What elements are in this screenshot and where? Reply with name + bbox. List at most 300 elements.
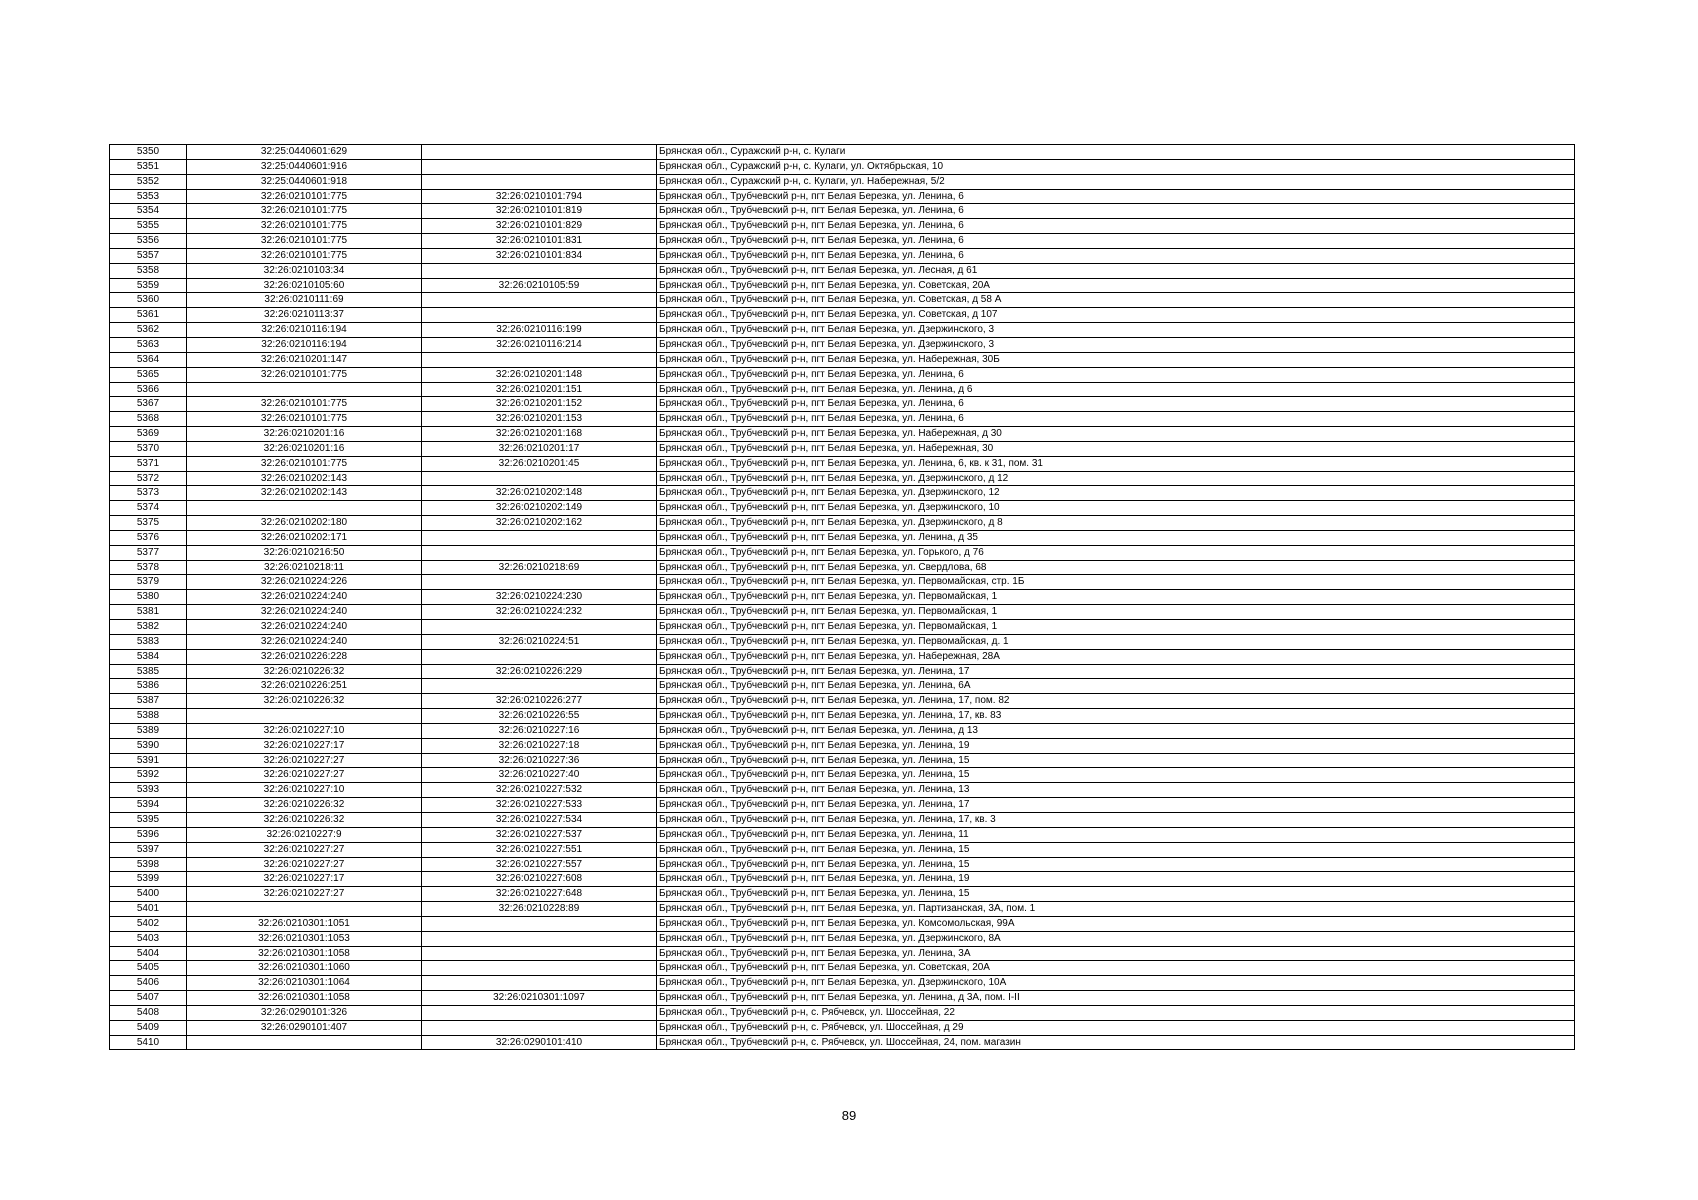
table-row <box>110 516 1575 531</box>
table-row <box>110 397 1575 412</box>
address-cell: Брянская обл., Трубчевский р-н, пгт Белая Березка, ул. Дзержинского, 3 <box>657 323 1575 338</box>
cadastral-number-cell: 32:25:0440601:918 <box>187 174 422 189</box>
cadastral-number-cell: 32:26:0210202:143 <box>187 471 422 486</box>
table-row <box>110 679 1575 694</box>
related-cadastral-number-cell: 32:26:0210227:36 <box>422 753 657 768</box>
table-row <box>110 352 1575 367</box>
table-row <box>110 887 1575 902</box>
row-number-cell: 5353 <box>110 189 187 204</box>
related-cadastral-number-cell: 32:26:0210201:153 <box>422 412 657 427</box>
table-row <box>110 530 1575 545</box>
address-cell: Брянская обл., Трубчевский р-н, пгт Белая Березка, ул. Первомайская, 1 <box>657 605 1575 620</box>
table-row <box>110 738 1575 753</box>
related-cadastral-number-cell: 32:26:0210227:16 <box>422 723 657 738</box>
row-number-cell: 5401 <box>110 902 187 917</box>
cadastral-number-cell: 32:26:0210201:147 <box>187 352 422 367</box>
cadastral-number-cell: 32:26:0210101:775 <box>187 367 422 382</box>
cadastral-number-cell: 32:26:0210226:32 <box>187 694 422 709</box>
table-row <box>110 337 1575 352</box>
address-cell: Брянская обл., Трубчевский р-н, пгт Белая Березка, ул. Ленина, 6А <box>657 679 1575 694</box>
related-cadastral-number-cell <box>422 1020 657 1035</box>
cadastral-number-cell: 32:26:0210216:50 <box>187 545 422 560</box>
address-cell: Брянская обл., Трубчевский р-н, пгт Белая Березка, ул. Ленина, 19 <box>657 738 1575 753</box>
table-row <box>110 976 1575 991</box>
related-cadastral-number-cell: 32:26:0210227:648 <box>422 887 657 902</box>
related-cadastral-number-cell <box>422 620 657 635</box>
related-cadastral-number-cell: 32:26:0210227:534 <box>422 812 657 827</box>
address-cell: Брянская обл., Трубчевский р-н, пгт Белая Березка, ул. Дзержинского, д 8 <box>657 516 1575 531</box>
row-number-cell: 5362 <box>110 323 187 338</box>
cadastral-number-cell: 32:26:0210227:10 <box>187 783 422 798</box>
related-cadastral-number-cell <box>422 352 657 367</box>
related-cadastral-number-cell: 32:26:0210202:162 <box>422 516 657 531</box>
row-number-cell: 5387 <box>110 694 187 709</box>
address-cell: Брянская обл., Трубчевский р-н, пгт Белая Березка, ул. Дзержинского, 10А <box>657 976 1575 991</box>
table-row <box>110 382 1575 397</box>
table-row <box>110 827 1575 842</box>
row-number-cell: 5398 <box>110 857 187 872</box>
related-cadastral-number-cell: 32:26:0210227:533 <box>422 798 657 813</box>
row-number-cell: 5371 <box>110 456 187 471</box>
cadastral-number-cell: 32:26:0210113:37 <box>187 308 422 323</box>
table-row <box>110 323 1575 338</box>
related-cadastral-number-cell: 32:26:0210218:69 <box>422 560 657 575</box>
cadastral-number-cell: 32:25:0440601:916 <box>187 159 422 174</box>
cadastral-number-cell: 32:26:0210101:775 <box>187 397 422 412</box>
row-number-cell: 5354 <box>110 204 187 219</box>
row-number-cell: 5394 <box>110 798 187 813</box>
address-cell: Брянская обл., Трубчевский р-н, пгт Белая Березка, ул. Дзержинского, 10 <box>657 501 1575 516</box>
cadastral-number-cell: 32:26:0210201:16 <box>187 427 422 442</box>
related-cadastral-number-cell: 32:26:0210201:168 <box>422 427 657 442</box>
table-row <box>110 649 1575 664</box>
related-cadastral-number-cell: 32:26:0210224:232 <box>422 605 657 620</box>
row-number-cell: 5383 <box>110 634 187 649</box>
address-cell: Брянская обл., Трубчевский р-н, пгт Белая Березка, ул. Дзержинского, д 12 <box>657 471 1575 486</box>
address-cell: Брянская обл., Трубчевский р-н, пгт Белая Березка, ул. Советская, 20А <box>657 278 1575 293</box>
address-cell: Брянская обл., Трубчевский р-н, пгт Белая Березка, ул. Ленина, д 6 <box>657 382 1575 397</box>
address-cell: Брянская обл., Трубчевский р-н, пгт Белая Березка, ул. Ленина, 15 <box>657 842 1575 857</box>
row-number-cell: 5400 <box>110 887 187 902</box>
address-cell: Брянская обл., Трубчевский р-н, пгт Белая Березка, ул. Ленина, 6 <box>657 367 1575 382</box>
address-cell: Брянская обл., Трубчевский р-н, пгт Белая Березка, ул. Лесная, д 61 <box>657 263 1575 278</box>
address-cell: Брянская обл., Трубчевский р-н, пгт Белая Березка, ул. Советская, д 107 <box>657 308 1575 323</box>
address-cell: Брянская обл., Трубчевский р-н, пгт Белая Березка, ул. Дзержинского, 12 <box>657 486 1575 501</box>
address-cell: Брянская обл., Трубчевский р-н, пгт Белая Березка, ул. Партизанская, 3А, пом. 1 <box>657 902 1575 917</box>
table-row <box>110 248 1575 263</box>
cadastral-number-cell: 32:26:0210224:240 <box>187 620 422 635</box>
related-cadastral-number-cell: 32:26:0210202:148 <box>422 486 657 501</box>
cadastral-number-cell: 32:26:0210227:9 <box>187 827 422 842</box>
table-row <box>110 1005 1575 1020</box>
table-row <box>110 664 1575 679</box>
related-cadastral-number-cell <box>422 961 657 976</box>
row-number-cell: 5368 <box>110 412 187 427</box>
related-cadastral-number-cell: 32:26:0210101:831 <box>422 234 657 249</box>
row-number-cell: 5378 <box>110 560 187 575</box>
table-row <box>110 916 1575 931</box>
table-row <box>110 723 1575 738</box>
address-cell: Брянская обл., Трубчевский р-н, пгт Белая Березка, ул. Первомайская, стр. 1Б <box>657 575 1575 590</box>
cadastral-number-cell: 32:26:0210101:775 <box>187 189 422 204</box>
table-row <box>110 234 1575 249</box>
table-row <box>110 456 1575 471</box>
row-number-cell: 5392 <box>110 768 187 783</box>
table-row <box>110 605 1575 620</box>
address-cell: Брянская обл., Суражский р-н, с. Кулаги, ул. Октябрьская, 10 <box>657 159 1575 174</box>
cadastral-number-cell: 32:26:0210111:69 <box>187 293 422 308</box>
row-number-cell: 5360 <box>110 293 187 308</box>
cadastral-number-cell: 32:26:0210101:775 <box>187 412 422 427</box>
row-number-cell: 5402 <box>110 916 187 931</box>
cadastral-number-cell: 32:26:0210201:16 <box>187 441 422 456</box>
related-cadastral-number-cell: 32:26:0290101:410 <box>422 1035 657 1050</box>
cadastral-number-cell: 32:26:0210301:1058 <box>187 991 422 1006</box>
related-cadastral-number-cell: 32:26:0210101:829 <box>422 219 657 234</box>
cadastral-number-cell: 32:26:0210227:27 <box>187 842 422 857</box>
address-cell: Брянская обл., Трубчевский р-н, пгт Белая Березка, ул. Ленина, 15 <box>657 753 1575 768</box>
row-number-cell: 5388 <box>110 709 187 724</box>
cadastral-number-cell: 32:26:0210227:27 <box>187 887 422 902</box>
row-number-cell: 5374 <box>110 501 187 516</box>
cadastral-number-cell: 32:26:0210227:27 <box>187 768 422 783</box>
table-row <box>110 501 1575 516</box>
table-row <box>110 545 1575 560</box>
cadastral-number-cell: 32:26:0210226:228 <box>187 649 422 664</box>
table-row <box>110 857 1575 872</box>
related-cadastral-number-cell: 32:26:0210202:149 <box>422 501 657 516</box>
related-cadastral-number-cell: 32:26:0210227:18 <box>422 738 657 753</box>
table-row <box>110 620 1575 635</box>
address-cell: Брянская обл., Трубчевский р-н, пгт Белая Березка, ул. Ленина, д 3А, пом. I-II <box>657 991 1575 1006</box>
address-cell: Брянская обл., Трубчевский р-н, пгт Белая Березка, ул. Горького, д 76 <box>657 545 1575 560</box>
table-row <box>110 204 1575 219</box>
registry-table <box>109 144 1575 1050</box>
address-cell: Брянская обл., Трубчевский р-н, пгт Белая Березка, ул. Ленина, 15 <box>657 887 1575 902</box>
table-row <box>110 159 1575 174</box>
related-cadastral-number-cell: 32:26:0210116:199 <box>422 323 657 338</box>
table-row <box>110 768 1575 783</box>
table-row <box>110 293 1575 308</box>
cadastral-number-cell: 32:26:0210103:34 <box>187 263 422 278</box>
related-cadastral-number-cell: 32:26:0210201:17 <box>422 441 657 456</box>
related-cadastral-number-cell <box>422 545 657 560</box>
table-row <box>110 412 1575 427</box>
cadastral-number-cell: 32:26:0210301:1060 <box>187 961 422 976</box>
row-number-cell: 5395 <box>110 812 187 827</box>
cadastral-number-cell: 32:26:0210116:194 <box>187 337 422 352</box>
row-number-cell: 5379 <box>110 575 187 590</box>
row-number-cell: 5377 <box>110 545 187 560</box>
address-cell: Брянская обл., Трубчевский р-н, пгт Белая Березка, ул. Ленина, 17 <box>657 798 1575 813</box>
address-cell: Брянская обл., Трубчевский р-н, пгт Белая Березка, ул. Ленина, 6 <box>657 204 1575 219</box>
related-cadastral-number-cell <box>422 649 657 664</box>
row-number-cell: 5357 <box>110 248 187 263</box>
address-cell: Брянская обл., Трубчевский р-н, пгт Белая Березка, ул. Ленина, 6 <box>657 189 1575 204</box>
table-row <box>110 308 1575 323</box>
cadastral-number-cell: 32:26:0210224:240 <box>187 605 422 620</box>
address-cell: Брянская обл., Трубчевский р-н, пгт Белая Березка, ул. Ленина, 6 <box>657 397 1575 412</box>
row-number-cell: 5406 <box>110 976 187 991</box>
address-cell: Брянская обл., Трубчевский р-н, пгт Белая Березка, ул. Ленина, 6, кв. к 31, пом. 31 <box>657 456 1575 471</box>
row-number-cell: 5409 <box>110 1020 187 1035</box>
row-number-cell: 5366 <box>110 382 187 397</box>
table-row <box>110 783 1575 798</box>
address-cell: Брянская обл., Трубчевский р-н, пгт Белая Березка, ул. Ленина, 17 <box>657 664 1575 679</box>
cadastral-number-cell: 32:26:0290101:407 <box>187 1020 422 1035</box>
table-row <box>110 694 1575 709</box>
cadastral-number-cell: 32:26:0210105:60 <box>187 278 422 293</box>
table-row <box>110 560 1575 575</box>
row-number-cell: 5389 <box>110 723 187 738</box>
related-cadastral-number-cell <box>422 530 657 545</box>
address-cell: Брянская обл., Трубчевский р-н, пгт Белая Березка, ул. Ленина, 3А <box>657 946 1575 961</box>
row-number-cell: 5364 <box>110 352 187 367</box>
related-cadastral-number-cell: 32:26:0210227:537 <box>422 827 657 842</box>
cadastral-number-cell: 32:26:0210101:775 <box>187 204 422 219</box>
table-row <box>110 189 1575 204</box>
row-number-cell: 5393 <box>110 783 187 798</box>
row-number-cell: 5352 <box>110 174 187 189</box>
cadastral-number-cell: 32:26:0210227:17 <box>187 738 422 753</box>
cadastral-number-cell: 32:26:0210218:11 <box>187 560 422 575</box>
table-row <box>110 471 1575 486</box>
address-cell: Брянская обл., Трубчевский р-н, пгт Белая Березка, ул. Ленина, 11 <box>657 827 1575 842</box>
cadastral-number-cell: 32:26:0210227:10 <box>187 723 422 738</box>
table-row <box>110 1035 1575 1050</box>
related-cadastral-number-cell: 32:26:0210105:59 <box>422 278 657 293</box>
cadastral-number-cell: 32:26:0210301:1053 <box>187 931 422 946</box>
table-row <box>110 753 1575 768</box>
related-cadastral-number-cell: 32:26:0210101:794 <box>422 189 657 204</box>
cadastral-number-cell: 32:26:0210101:775 <box>187 219 422 234</box>
row-number-cell: 5399 <box>110 872 187 887</box>
related-cadastral-number-cell: 32:26:0210226:277 <box>422 694 657 709</box>
table-row <box>110 931 1575 946</box>
row-number-cell: 5350 <box>110 145 187 160</box>
cadastral-number-cell: 32:26:0210301:1064 <box>187 976 422 991</box>
cadastral-number-cell: 32:26:0210101:775 <box>187 456 422 471</box>
registry-table-body <box>110 145 1575 1050</box>
row-number-cell: 5397 <box>110 842 187 857</box>
address-cell: Брянская обл., Трубчевский р-н, с. Рябчевск, ул. Шоссейная, д 29 <box>657 1020 1575 1035</box>
address-cell: Брянская обл., Трубчевский р-н, пгт Белая Березка, ул. Советская, д 58 А <box>657 293 1575 308</box>
related-cadastral-number-cell: 32:26:0210101:834 <box>422 248 657 263</box>
cadastral-number-cell <box>187 382 422 397</box>
row-number-cell: 5407 <box>110 991 187 1006</box>
related-cadastral-number-cell <box>422 916 657 931</box>
related-cadastral-number-cell <box>422 145 657 160</box>
address-cell: Брянская обл., Трубчевский р-н, с. Рябчевск, ул. Шоссейная, 24, пом. магазин <box>657 1035 1575 1050</box>
address-cell: Брянская обл., Трубчевский р-н, пгт Белая Березка, ул. Ленина, д 35 <box>657 530 1575 545</box>
related-cadastral-number-cell: 32:26:0210201:45 <box>422 456 657 471</box>
cadastral-number-cell: 32:26:0210226:32 <box>187 812 422 827</box>
cadastral-number-cell: 32:26:0290101:326 <box>187 1005 422 1020</box>
cadastral-number-cell: 32:26:0210202:143 <box>187 486 422 501</box>
page-number: 89 <box>841 1108 857 1123</box>
row-number-cell: 5390 <box>110 738 187 753</box>
related-cadastral-number-cell <box>422 1005 657 1020</box>
related-cadastral-number-cell <box>422 471 657 486</box>
cadastral-number-cell: 32:26:0210301:1051 <box>187 916 422 931</box>
row-number-cell: 5396 <box>110 827 187 842</box>
row-number-cell: 5355 <box>110 219 187 234</box>
table-row <box>110 367 1575 382</box>
related-cadastral-number-cell: 32:26:0210228:89 <box>422 902 657 917</box>
table-row <box>110 486 1575 501</box>
row-number-cell: 5380 <box>110 590 187 605</box>
related-cadastral-number-cell <box>422 946 657 961</box>
row-number-cell: 5363 <box>110 337 187 352</box>
table-row <box>110 427 1575 442</box>
address-cell: Брянская обл., Трубчевский р-н, пгт Белая Березка, ул. Ленина, 15 <box>657 768 1575 783</box>
row-number-cell: 5369 <box>110 427 187 442</box>
table-row <box>110 263 1575 278</box>
cadastral-number-cell: 32:26:0210227:27 <box>187 753 422 768</box>
address-cell: Брянская обл., Трубчевский р-н, пгт Белая Березка, ул. Дзержинского, 8А <box>657 931 1575 946</box>
table-row <box>110 991 1575 1006</box>
related-cadastral-number-cell: 32:26:0210101:819 <box>422 204 657 219</box>
address-cell: Брянская обл., Трубчевский р-н, пгт Белая Березка, ул. Первомайская, 1 <box>657 620 1575 635</box>
address-cell: Брянская обл., Трубчевский р-н, пгт Белая Березка, ул. Набережная, 30Б <box>657 352 1575 367</box>
address-cell: Брянская обл., Трубчевский р-н, пгт Белая Березка, ул. Ленина, 6 <box>657 248 1575 263</box>
table-row <box>110 872 1575 887</box>
cadastral-number-cell: 32:26:0210227:17 <box>187 872 422 887</box>
address-cell: Брянская обл., Трубчевский р-н, пгт Белая Березка, ул. Первомайская, 1 <box>657 590 1575 605</box>
address-cell: Брянская обл., Трубчевский р-н, пгт Белая Березка, ул. Набережная, д 30 <box>657 427 1575 442</box>
cadastral-number-cell: 32:26:0210101:775 <box>187 234 422 249</box>
related-cadastral-number-cell: 32:26:0210227:532 <box>422 783 657 798</box>
row-number-cell: 5361 <box>110 308 187 323</box>
related-cadastral-number-cell <box>422 575 657 590</box>
cadastral-number-cell: 32:26:0210224:240 <box>187 590 422 605</box>
table-row <box>110 812 1575 827</box>
related-cadastral-number-cell: 32:26:0210227:608 <box>422 872 657 887</box>
cadastral-number-cell: 32:25:0440601:629 <box>187 145 422 160</box>
related-cadastral-number-cell <box>422 263 657 278</box>
cadastral-number-cell: 32:26:0210202:171 <box>187 530 422 545</box>
row-number-cell: 5384 <box>110 649 187 664</box>
table-row <box>110 902 1575 917</box>
row-number-cell: 5365 <box>110 367 187 382</box>
related-cadastral-number-cell <box>422 308 657 323</box>
address-cell: Брянская обл., Трубчевский р-н, пгт Белая Березка, ул. Свердлова, 68 <box>657 560 1575 575</box>
related-cadastral-number-cell: 32:26:0210227:557 <box>422 857 657 872</box>
row-number-cell: 5358 <box>110 263 187 278</box>
related-cadastral-number-cell: 32:26:0210227:40 <box>422 768 657 783</box>
address-cell: Брянская обл., Трубчевский р-н, пгт Белая Березка, ул. Ленина, 6 <box>657 412 1575 427</box>
table-row <box>110 278 1575 293</box>
row-number-cell: 5410 <box>110 1035 187 1050</box>
address-cell: Брянская обл., Трубчевский р-н, пгт Белая Березка, ул. Ленина, 6 <box>657 234 1575 249</box>
row-number-cell: 5385 <box>110 664 187 679</box>
table-row <box>110 219 1575 234</box>
address-cell: Брянская обл., Трубчевский р-н, пгт Белая Березка, ул. Комсомольская, 99А <box>657 916 1575 931</box>
cadastral-number-cell: 32:26:0210116:194 <box>187 323 422 338</box>
cadastral-number-cell <box>187 902 422 917</box>
table-row <box>110 946 1575 961</box>
address-cell: Брянская обл., Трубчевский р-н, пгт Белая Березка, ул. Ленина, 17, кв. 3 <box>657 812 1575 827</box>
address-cell: Брянская обл., Трубчевский р-н, пгт Белая Березка, ул. Ленина, 6 <box>657 219 1575 234</box>
row-number-cell: 5376 <box>110 530 187 545</box>
address-cell: Брянская обл., Трубчевский р-н, пгт Белая Березка, ул. Ленина, д 13 <box>657 723 1575 738</box>
row-number-cell: 5359 <box>110 278 187 293</box>
table-row <box>110 961 1575 976</box>
table-row <box>110 441 1575 456</box>
row-number-cell: 5381 <box>110 605 187 620</box>
table-row <box>110 590 1575 605</box>
table-row <box>110 709 1575 724</box>
table-row <box>110 798 1575 813</box>
row-number-cell: 5372 <box>110 471 187 486</box>
cadastral-number-cell: 32:26:0210226:32 <box>187 798 422 813</box>
related-cadastral-number-cell: 32:26:0210201:148 <box>422 367 657 382</box>
row-number-cell: 5375 <box>110 516 187 531</box>
cadastral-number-cell: 32:26:0210101:775 <box>187 248 422 263</box>
table-row <box>110 145 1575 160</box>
related-cadastral-number-cell <box>422 931 657 946</box>
address-cell: Брянская обл., Трубчевский р-н, пгт Белая Березка, ул. Советская, 20А <box>657 961 1575 976</box>
address-cell: Брянская обл., Суражский р-н, с. Кулаги <box>657 145 1575 160</box>
cadastral-number-cell: 32:26:0210226:32 <box>187 664 422 679</box>
address-cell: Брянская обл., Суражский р-н, с. Кулаги, ул. Набережная, 5/2 <box>657 174 1575 189</box>
table-row <box>110 174 1575 189</box>
related-cadastral-number-cell: 32:26:0210226:229 <box>422 664 657 679</box>
address-cell: Брянская обл., Трубчевский р-н, пгт Белая Березка, ул. Ленина, 15 <box>657 857 1575 872</box>
related-cadastral-number-cell <box>422 174 657 189</box>
related-cadastral-number-cell: 32:26:0210227:551 <box>422 842 657 857</box>
row-number-cell: 5408 <box>110 1005 187 1020</box>
address-cell: Брянская обл., Трубчевский р-н, пгт Белая Березка, ул. Ленина, 17, пом. 82 <box>657 694 1575 709</box>
address-cell: Брянская обл., Трубчевский р-н, пгт Белая Березка, ул. Ленина, 13 <box>657 783 1575 798</box>
address-cell: Брянская обл., Трубчевский р-н, пгт Белая Березка, ул. Дзержинского, 3 <box>657 337 1575 352</box>
related-cadastral-number-cell: 32:26:0210226:55 <box>422 709 657 724</box>
row-number-cell: 5382 <box>110 620 187 635</box>
table-row <box>110 634 1575 649</box>
cadastral-number-cell: 32:26:0210224:240 <box>187 634 422 649</box>
cadastral-number-cell <box>187 501 422 516</box>
row-number-cell: 5356 <box>110 234 187 249</box>
row-number-cell: 5404 <box>110 946 187 961</box>
related-cadastral-number-cell <box>422 976 657 991</box>
address-cell: Брянская обл., Трубчевский р-н, пгт Белая Березка, ул. Ленина, 17, кв. 83 <box>657 709 1575 724</box>
row-number-cell: 5373 <box>110 486 187 501</box>
related-cadastral-number-cell <box>422 293 657 308</box>
address-cell: Брянская обл., Трубчевский р-н, пгт Белая Березка, ул. Набережная, 28А <box>657 649 1575 664</box>
related-cadastral-number-cell: 32:26:0210201:151 <box>422 382 657 397</box>
address-cell: Брянская обл., Трубчевский р-н, пгт Белая Березка, ул. Набережная, 30 <box>657 441 1575 456</box>
cadastral-number-cell: 32:26:0210226:251 <box>187 679 422 694</box>
related-cadastral-number-cell: 32:26:0210224:230 <box>422 590 657 605</box>
address-cell: Брянская обл., Трубчевский р-н, пгт Белая Березка, ул. Первомайская, д. 1 <box>657 634 1575 649</box>
row-number-cell: 5367 <box>110 397 187 412</box>
related-cadastral-number-cell: 32:26:0210201:152 <box>422 397 657 412</box>
cadastral-number-cell: 32:26:0210301:1058 <box>187 946 422 961</box>
cadastral-number-cell <box>187 1035 422 1050</box>
row-number-cell: 5403 <box>110 931 187 946</box>
cadastral-number-cell <box>187 709 422 724</box>
row-number-cell: 5391 <box>110 753 187 768</box>
row-number-cell: 5370 <box>110 441 187 456</box>
row-number-cell: 5386 <box>110 679 187 694</box>
related-cadastral-number-cell: 32:26:0210116:214 <box>422 337 657 352</box>
cadastral-number-cell: 32:26:0210227:27 <box>187 857 422 872</box>
table-row <box>110 1020 1575 1035</box>
cadastral-number-cell: 32:26:0210202:180 <box>187 516 422 531</box>
address-cell: Брянская обл., Трубчевский р-н, пгт Белая Березка, ул. Ленина, 19 <box>657 872 1575 887</box>
row-number-cell: 5351 <box>110 159 187 174</box>
related-cadastral-number-cell: 32:26:0210224:51 <box>422 634 657 649</box>
